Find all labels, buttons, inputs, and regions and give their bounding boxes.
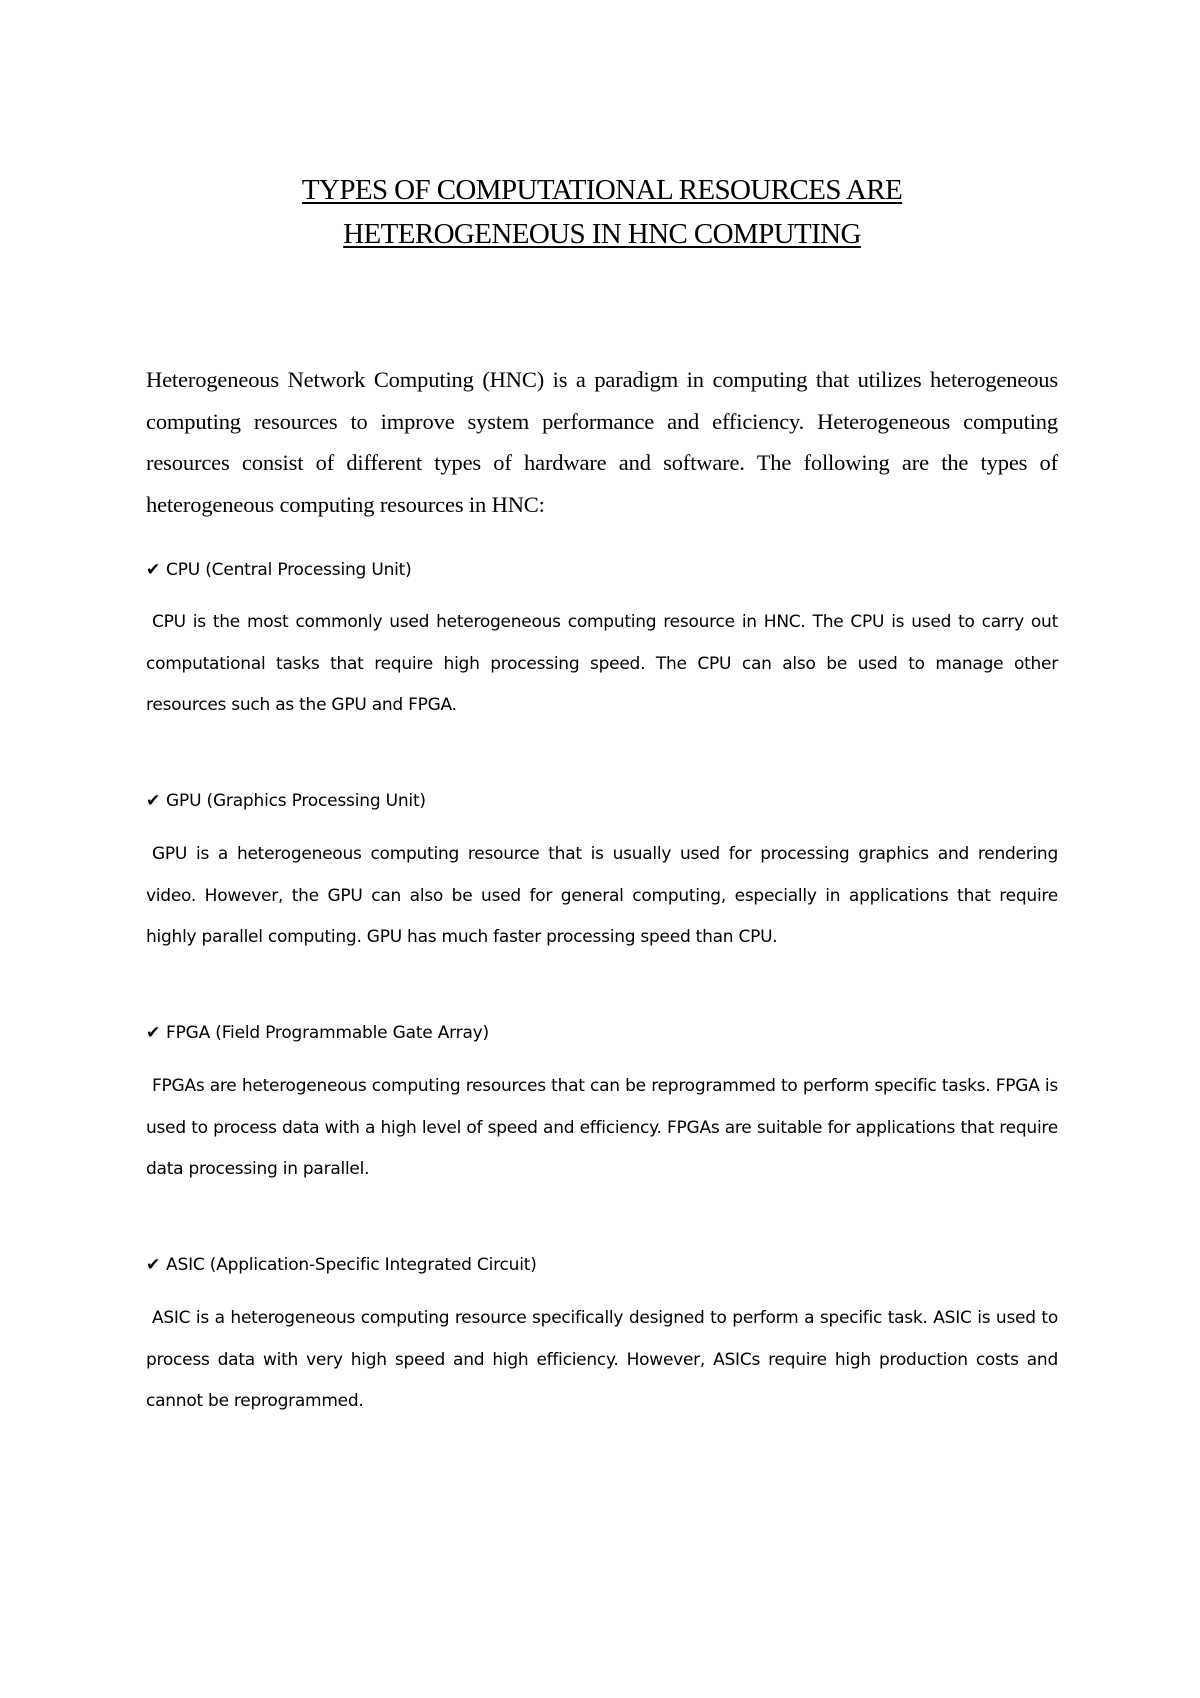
section-heading-label: FPGA (Field Programmable Gate Array) <box>166 1023 489 1043</box>
section-heading-label: GPU (Graphics Processing Unit) <box>166 791 426 811</box>
section-heading-label: ASIC (Application-Specific Integrated Circuit) <box>166 1255 537 1275</box>
checkmark-icon: ✔ <box>146 791 161 811</box>
section-body-gpu <box>146 834 1058 959</box>
section-body-text: CPU is the most commonly used heterogeneous computing resource in HNC. The CPU is used to carry out computational tasks that require high processing speed. The CPU can also be used to manage other resources such as the GPU and FPGA. <box>146 612 1058 715</box>
checkmark-icon: ✔ <box>146 1023 161 1043</box>
section-heading-label: CPU (Central Processing Unit) <box>166 560 412 580</box>
title-line-2: HETEROGENEOUS IN HNC COMPUTING <box>343 218 861 250</box>
document-title <box>146 168 1058 256</box>
section-body-text: GPU is a heterogeneous computing resource that is usually used for processing graphics and rendering video. However, the GPU can also be used for general computing, especially in applications that require highly parallel computing. GPU has much faster processing speed than CPU. <box>146 844 1058 947</box>
title-line-1: TYPES OF COMPUTATIONAL RESOURCES ARE <box>301 174 903 206</box>
section-body-cpu <box>146 602 1058 727</box>
section-heading-asic <box>146 1252 537 1278</box>
section-heading-cpu <box>146 557 412 583</box>
section-body-fpga <box>146 1066 1058 1191</box>
checkmark-icon: ✔ <box>146 1255 161 1275</box>
section-body-asic <box>146 1298 1058 1423</box>
section-heading-gpu <box>146 788 426 814</box>
intro-paragraph: Heterogeneous Network Computing (HNC) is a paradigm in computing that utilizes heterogeneous computing resources to improve system performance and efficiency. Heterogeneous computing resources consist of different types of hardware and software. The following are the types of heterogeneous computing resources in HNC: <box>146 367 1058 517</box>
section-heading-fpga <box>146 1020 489 1046</box>
checkmark-icon: ✔ <box>146 560 161 580</box>
section-body-text: FPGAs are heterogeneous computing resources that can be reprogrammed to perform specific tasks. FPGA is used to process data with a high level of speed and efficiency. FPGAs are suitable for applications that require data processing in parallel. <box>146 1076 1058 1179</box>
section-body-text: ASIC is a heterogeneous computing resource specifically designed to perform a specific task. ASIC is used to process data with very high speed and high efficiency. However, ASICs require high production costs and cannot be reprogrammed. <box>146 1308 1058 1411</box>
